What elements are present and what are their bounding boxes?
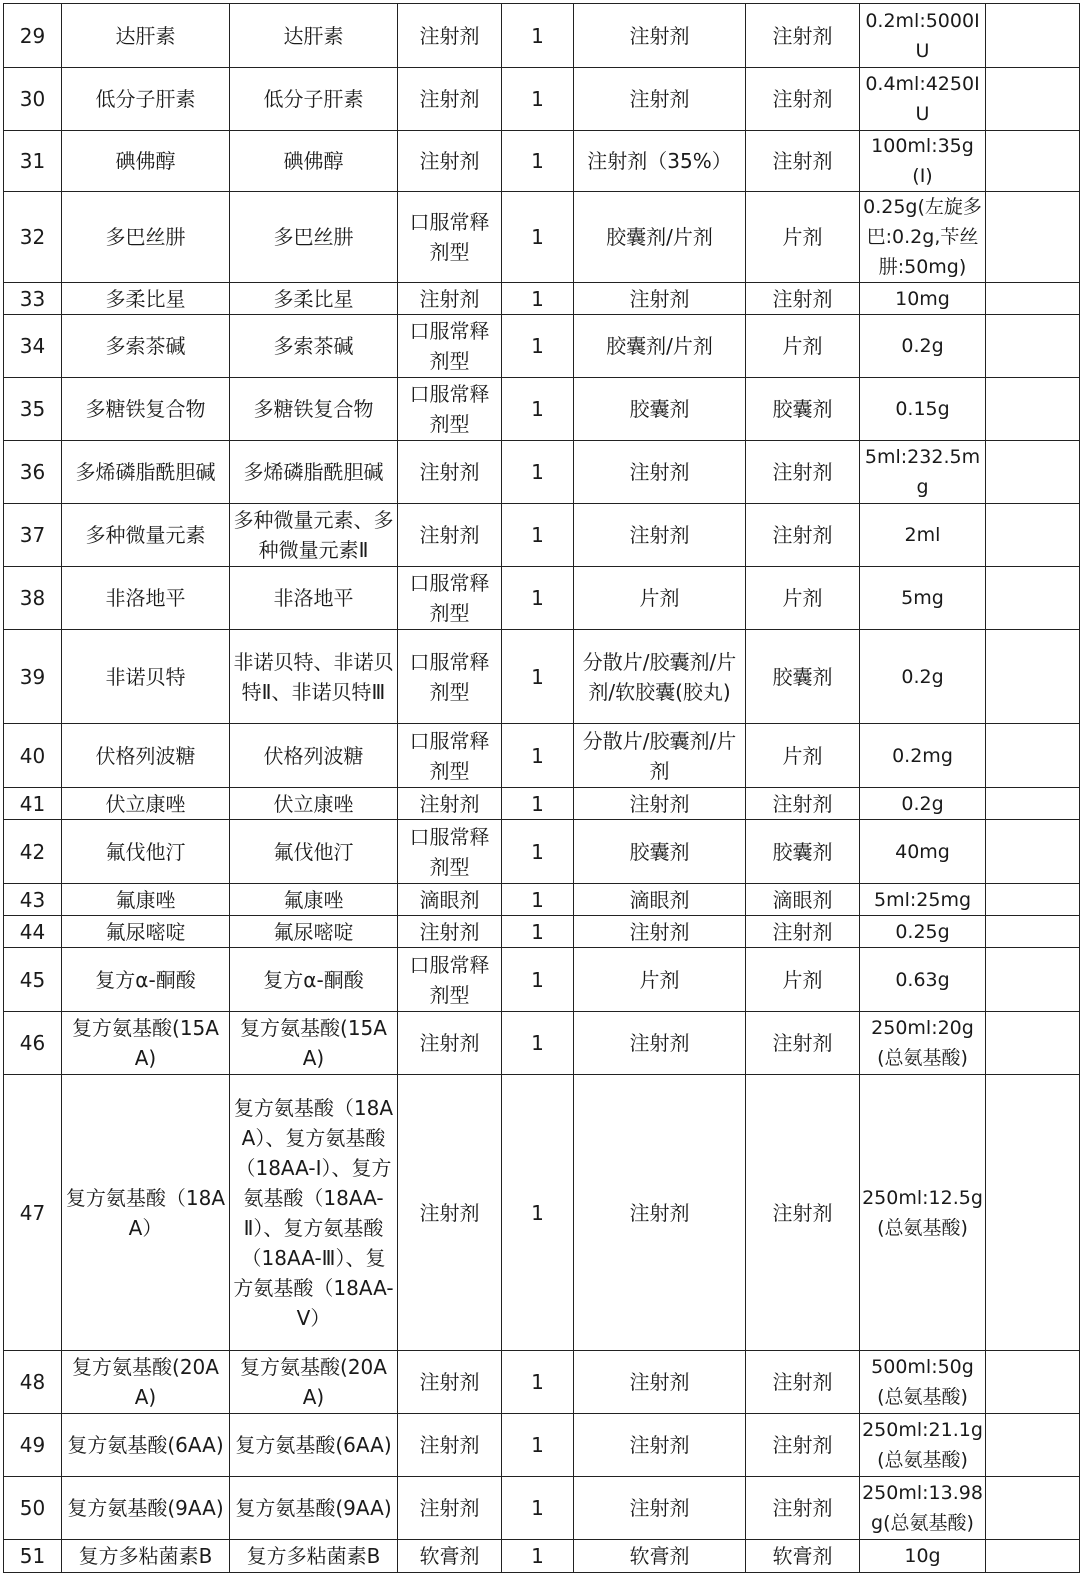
cell-level: 1 xyxy=(502,630,574,724)
cell-drug-name: 多柔比星 xyxy=(62,283,230,315)
cell-note xyxy=(986,1075,1080,1351)
cell-specification: 5ml:25mg xyxy=(860,884,986,916)
cell-drug-name: 复方氨基酸（18AA） xyxy=(62,1075,230,1351)
cell-included-items: 氟康唑 xyxy=(230,884,398,916)
cell-dosage-form: 注射剂 xyxy=(574,4,746,68)
cell-drug-name: 氟康唑 xyxy=(62,884,230,916)
cell-representative-form: 片剂 xyxy=(746,315,860,378)
cell-representative-form: 注射剂 xyxy=(746,788,860,820)
cell-drug-name: 伏格列波糖 xyxy=(62,724,230,788)
cell-specification: 5ml:232.5mg xyxy=(860,441,986,504)
cell-drug-name: 伏立康唑 xyxy=(62,788,230,820)
cell-serial-number: 40 xyxy=(4,724,62,788)
cell-drug-name: 非诺贝特 xyxy=(62,630,230,724)
cell-included-items: 达肝素 xyxy=(230,4,398,68)
table-row xyxy=(4,283,1080,315)
cell-drug-name: 复方氨基酸(9AA) xyxy=(62,1477,230,1540)
cell-dosage-category: 口服常释剂型 xyxy=(398,820,502,884)
cell-level: 1 xyxy=(502,724,574,788)
cell-included-items: 复方α-酮酸 xyxy=(230,948,398,1012)
cell-specification: 0.15g xyxy=(860,378,986,441)
cell-note xyxy=(986,68,1080,131)
table-row xyxy=(4,1012,1080,1075)
cell-serial-number: 41 xyxy=(4,788,62,820)
cell-included-items: 复方氨基酸(15AA) xyxy=(230,1012,398,1075)
table-row xyxy=(4,378,1080,441)
cell-note xyxy=(986,788,1080,820)
cell-dosage-form: 胶囊剂/片剂 xyxy=(574,192,746,283)
cell-note xyxy=(986,192,1080,283)
cell-dosage-category: 口服常释剂型 xyxy=(398,315,502,378)
cell-dosage-category: 口服常释剂型 xyxy=(398,948,502,1012)
cell-specification: 100ml:35g(I) xyxy=(860,131,986,192)
cell-specification: 10g xyxy=(860,1540,986,1573)
drug-list-table xyxy=(3,3,1080,1573)
cell-serial-number: 30 xyxy=(4,68,62,131)
cell-drug-name: 复方多粘菌素B xyxy=(62,1540,230,1573)
cell-dosage-category: 口服常释剂型 xyxy=(398,192,502,283)
cell-drug-name: 碘佛醇 xyxy=(62,131,230,192)
cell-dosage-form: 注射剂 xyxy=(574,504,746,567)
cell-level: 1 xyxy=(502,948,574,1012)
cell-representative-form: 注射剂 xyxy=(746,1477,860,1540)
cell-dosage-form: 滴眼剂 xyxy=(574,884,746,916)
cell-note xyxy=(986,1414,1080,1477)
cell-representative-form: 注射剂 xyxy=(746,131,860,192)
cell-level: 1 xyxy=(502,1540,574,1573)
cell-representative-form: 片剂 xyxy=(746,724,860,788)
cell-dosage-category: 注射剂 xyxy=(398,4,502,68)
cell-drug-name: 氟尿嘧啶 xyxy=(62,916,230,948)
cell-dosage-form: 注射剂 xyxy=(574,283,746,315)
cell-included-items: 复方氨基酸(6AA) xyxy=(230,1414,398,1477)
cell-drug-name: 多巴丝肼 xyxy=(62,192,230,283)
cell-representative-form: 注射剂 xyxy=(746,504,860,567)
cell-serial-number: 49 xyxy=(4,1414,62,1477)
cell-included-items: 多柔比星 xyxy=(230,283,398,315)
cell-representative-form: 胶囊剂 xyxy=(746,378,860,441)
cell-dosage-form: 片剂 xyxy=(574,948,746,1012)
cell-drug-name: 复方氨基酸(20AA) xyxy=(62,1351,230,1414)
cell-serial-number: 43 xyxy=(4,884,62,916)
cell-dosage-category: 注射剂 xyxy=(398,1351,502,1414)
cell-included-items: 复方氨基酸（18AA）、复方氨基酸（18AA-Ⅰ）、复方氨基酸（18AA-Ⅱ）、复方氨基酸（18AA-Ⅲ）、复方氨基酸（18AA-Ⅴ） xyxy=(230,1075,398,1351)
cell-specification: 2ml xyxy=(860,504,986,567)
cell-note xyxy=(986,283,1080,315)
cell-level: 1 xyxy=(502,378,574,441)
table-row xyxy=(4,724,1080,788)
table-row xyxy=(4,4,1080,68)
cell-note xyxy=(986,131,1080,192)
table-row xyxy=(4,441,1080,504)
cell-drug-name: 达肝素 xyxy=(62,4,230,68)
cell-level: 1 xyxy=(502,1414,574,1477)
cell-serial-number: 46 xyxy=(4,1012,62,1075)
cell-representative-form: 注射剂 xyxy=(746,916,860,948)
cell-serial-number: 47 xyxy=(4,1075,62,1351)
cell-serial-number: 42 xyxy=(4,820,62,884)
cell-serial-number: 29 xyxy=(4,4,62,68)
cell-note xyxy=(986,884,1080,916)
cell-dosage-form: 胶囊剂/片剂 xyxy=(574,315,746,378)
cell-note xyxy=(986,4,1080,68)
table-row xyxy=(4,948,1080,1012)
cell-dosage-category: 口服常释剂型 xyxy=(398,378,502,441)
cell-level: 1 xyxy=(502,441,574,504)
cell-level: 1 xyxy=(502,315,574,378)
cell-drug-name: 复方氨基酸(15AA) xyxy=(62,1012,230,1075)
cell-dosage-category: 注射剂 xyxy=(398,916,502,948)
table-row xyxy=(4,884,1080,916)
cell-level: 1 xyxy=(502,788,574,820)
cell-note xyxy=(986,1477,1080,1540)
cell-dosage-form: 注射剂 xyxy=(574,1012,746,1075)
cell-level: 1 xyxy=(502,567,574,630)
cell-drug-name: 复方α-酮酸 xyxy=(62,948,230,1012)
cell-level: 1 xyxy=(502,1351,574,1414)
cell-specification: 0.2g xyxy=(860,630,986,724)
cell-specification: 40mg xyxy=(860,820,986,884)
cell-specification: 250ml:21.1g(总氨基酸) xyxy=(860,1414,986,1477)
cell-serial-number: 34 xyxy=(4,315,62,378)
table-row xyxy=(4,68,1080,131)
cell-included-items: 复方氨基酸(9AA) xyxy=(230,1477,398,1540)
table-row xyxy=(4,1351,1080,1414)
cell-specification: 250ml:12.5g(总氨基酸) xyxy=(860,1075,986,1351)
cell-note xyxy=(986,378,1080,441)
cell-dosage-form: 片剂 xyxy=(574,567,746,630)
cell-level: 1 xyxy=(502,1075,574,1351)
cell-specification: 5mg xyxy=(860,567,986,630)
table-row xyxy=(4,315,1080,378)
cell-level: 1 xyxy=(502,916,574,948)
cell-included-items: 多糖铁复合物 xyxy=(230,378,398,441)
cell-dosage-form: 注射剂 xyxy=(574,1351,746,1414)
cell-serial-number: 35 xyxy=(4,378,62,441)
cell-included-items: 复方多粘菌素B xyxy=(230,1540,398,1573)
cell-dosage-category: 注射剂 xyxy=(398,441,502,504)
cell-dosage-category: 注射剂 xyxy=(398,131,502,192)
cell-serial-number: 33 xyxy=(4,283,62,315)
cell-representative-form: 片剂 xyxy=(746,192,860,283)
cell-dosage-form: 注射剂 xyxy=(574,1075,746,1351)
cell-level: 1 xyxy=(502,283,574,315)
cell-note xyxy=(986,1012,1080,1075)
cell-specification: 0.63g xyxy=(860,948,986,1012)
cell-included-items: 多巴丝肼 xyxy=(230,192,398,283)
cell-representative-form: 片剂 xyxy=(746,567,860,630)
cell-included-items: 非洛地平 xyxy=(230,567,398,630)
cell-specification: 0.2g xyxy=(860,788,986,820)
cell-drug-name: 复方氨基酸(6AA) xyxy=(62,1414,230,1477)
cell-specification: 0.4ml:4250IU xyxy=(860,68,986,131)
cell-serial-number: 44 xyxy=(4,916,62,948)
cell-note xyxy=(986,820,1080,884)
cell-dosage-category: 口服常释剂型 xyxy=(398,567,502,630)
cell-note xyxy=(986,724,1080,788)
cell-note xyxy=(986,504,1080,567)
cell-drug-name: 非洛地平 xyxy=(62,567,230,630)
cell-level: 1 xyxy=(502,68,574,131)
cell-representative-form: 胶囊剂 xyxy=(746,630,860,724)
cell-representative-form: 注射剂 xyxy=(746,1075,860,1351)
cell-level: 1 xyxy=(502,884,574,916)
cell-serial-number: 51 xyxy=(4,1540,62,1573)
cell-included-items: 低分子肝素 xyxy=(230,68,398,131)
cell-dosage-category: 口服常释剂型 xyxy=(398,630,502,724)
cell-drug-name: 多烯磷脂酰胆碱 xyxy=(62,441,230,504)
cell-specification: 0.2ml:5000IU xyxy=(860,4,986,68)
cell-note xyxy=(986,315,1080,378)
cell-dosage-category: 注射剂 xyxy=(398,1075,502,1351)
cell-dosage-form: 注射剂 xyxy=(574,916,746,948)
cell-dosage-form: 注射剂 xyxy=(574,68,746,131)
cell-dosage-form: 注射剂 xyxy=(574,1477,746,1540)
cell-dosage-form: 注射剂 xyxy=(574,788,746,820)
cell-dosage-category: 注射剂 xyxy=(398,1477,502,1540)
cell-representative-form: 注射剂 xyxy=(746,283,860,315)
cell-representative-form: 滴眼剂 xyxy=(746,884,860,916)
cell-level: 1 xyxy=(502,4,574,68)
cell-dosage-form: 胶囊剂 xyxy=(574,378,746,441)
cell-included-items: 多烯磷脂酰胆碱 xyxy=(230,441,398,504)
table-row xyxy=(4,630,1080,724)
cell-drug-name: 多种微量元素 xyxy=(62,504,230,567)
cell-representative-form: 注射剂 xyxy=(746,4,860,68)
cell-level: 1 xyxy=(502,131,574,192)
cell-note xyxy=(986,630,1080,724)
table-row xyxy=(4,916,1080,948)
cell-specification: 250ml:20g(总氨基酸) xyxy=(860,1012,986,1075)
cell-dosage-form: 注射剂（35%） xyxy=(574,131,746,192)
cell-dosage-category: 注射剂 xyxy=(398,283,502,315)
cell-included-items: 伏格列波糖 xyxy=(230,724,398,788)
cell-included-items: 伏立康唑 xyxy=(230,788,398,820)
cell-representative-form: 注射剂 xyxy=(746,68,860,131)
cell-dosage-form: 分散片/胶囊剂/片剂 xyxy=(574,724,746,788)
cell-specification: 10mg xyxy=(860,283,986,315)
cell-specification: 0.25g xyxy=(860,916,986,948)
cell-serial-number: 36 xyxy=(4,441,62,504)
cell-level: 1 xyxy=(502,504,574,567)
cell-representative-form: 片剂 xyxy=(746,948,860,1012)
cell-serial-number: 38 xyxy=(4,567,62,630)
table-row xyxy=(4,820,1080,884)
cell-representative-form: 注射剂 xyxy=(746,1351,860,1414)
cell-representative-form: 注射剂 xyxy=(746,1012,860,1075)
table-row xyxy=(4,1075,1080,1351)
cell-dosage-category: 滴眼剂 xyxy=(398,884,502,916)
cell-serial-number: 48 xyxy=(4,1351,62,1414)
table-row xyxy=(4,1540,1080,1573)
cell-drug-name: 多索茶碱 xyxy=(62,315,230,378)
cell-specification: 0.2mg xyxy=(860,724,986,788)
cell-included-items: 碘佛醇 xyxy=(230,131,398,192)
cell-specification: 0.25g(左旋多巴:0.2g,苄丝肼:50mg) xyxy=(860,192,986,283)
cell-dosage-form: 注射剂 xyxy=(574,1414,746,1477)
cell-note xyxy=(986,948,1080,1012)
table-row xyxy=(4,504,1080,567)
cell-dosage-category: 注射剂 xyxy=(398,1012,502,1075)
cell-dosage-category: 注射剂 xyxy=(398,788,502,820)
cell-note xyxy=(986,916,1080,948)
cell-representative-form: 注射剂 xyxy=(746,441,860,504)
cell-level: 1 xyxy=(502,1477,574,1540)
cell-drug-name: 低分子肝素 xyxy=(62,68,230,131)
cell-level: 1 xyxy=(502,192,574,283)
cell-specification: 500ml:50g(总氨基酸) xyxy=(860,1351,986,1414)
cell-representative-form: 注射剂 xyxy=(746,1414,860,1477)
cell-included-items: 氟尿嘧啶 xyxy=(230,916,398,948)
cell-drug-name: 氟伐他汀 xyxy=(62,820,230,884)
cell-dosage-form: 软膏剂 xyxy=(574,1540,746,1573)
table-row xyxy=(4,788,1080,820)
cell-drug-name: 多糖铁复合物 xyxy=(62,378,230,441)
cell-serial-number: 39 xyxy=(4,630,62,724)
cell-dosage-category: 软膏剂 xyxy=(398,1540,502,1573)
cell-specification: 250ml:13.98g(总氨基酸) xyxy=(860,1477,986,1540)
cell-included-items: 复方氨基酸(20AA) xyxy=(230,1351,398,1414)
cell-serial-number: 50 xyxy=(4,1477,62,1540)
cell-dosage-category: 注射剂 xyxy=(398,68,502,131)
table-row xyxy=(4,1414,1080,1477)
cell-included-items: 多索茶碱 xyxy=(230,315,398,378)
cell-note xyxy=(986,1351,1080,1414)
cell-level: 1 xyxy=(502,1012,574,1075)
table-row xyxy=(4,567,1080,630)
table-row xyxy=(4,192,1080,283)
cell-included-items: 非诺贝特、非诺贝特Ⅱ、非诺贝特Ⅲ xyxy=(230,630,398,724)
cell-representative-form: 胶囊剂 xyxy=(746,820,860,884)
cell-included-items: 多种微量元素、多种微量元素Ⅱ xyxy=(230,504,398,567)
cell-dosage-category: 注射剂 xyxy=(398,504,502,567)
cell-dosage-form: 注射剂 xyxy=(574,441,746,504)
table-row xyxy=(4,1477,1080,1540)
cell-serial-number: 37 xyxy=(4,504,62,567)
cell-dosage-category: 注射剂 xyxy=(398,1414,502,1477)
cell-level: 1 xyxy=(502,820,574,884)
cell-note xyxy=(986,567,1080,630)
cell-serial-number: 32 xyxy=(4,192,62,283)
cell-serial-number: 45 xyxy=(4,948,62,1012)
cell-serial-number: 31 xyxy=(4,131,62,192)
cell-note xyxy=(986,441,1080,504)
cell-dosage-category: 口服常释剂型 xyxy=(398,724,502,788)
cell-note xyxy=(986,1540,1080,1573)
cell-included-items: 氟伐他汀 xyxy=(230,820,398,884)
table-row xyxy=(4,131,1080,192)
cell-dosage-form: 胶囊剂 xyxy=(574,820,746,884)
cell-specification: 0.2g xyxy=(860,315,986,378)
cell-dosage-form: 分散片/胶囊剂/片剂/软胶囊(胶丸) xyxy=(574,630,746,724)
cell-representative-form: 软膏剂 xyxy=(746,1540,860,1573)
